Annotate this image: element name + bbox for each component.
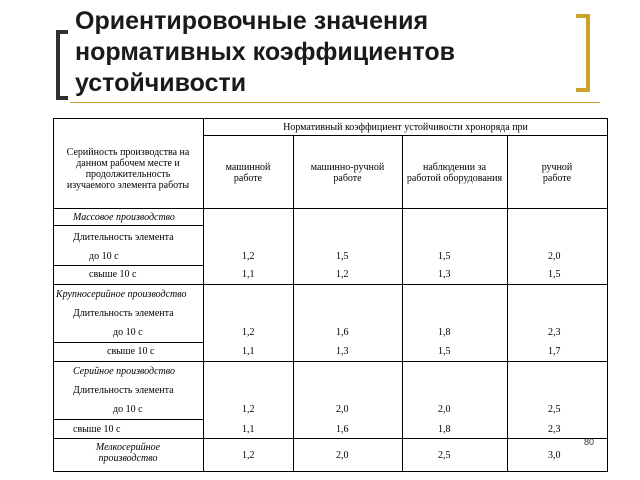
group-header-line bbox=[203, 135, 608, 136]
value-cell: 1,1 bbox=[242, 346, 255, 357]
value-cell: 1,2 bbox=[242, 327, 255, 338]
value-cell: 1,7 bbox=[548, 346, 561, 357]
value-cell: 1,5 bbox=[438, 346, 451, 357]
value-cell: 1,1 bbox=[242, 269, 255, 280]
slide-title bbox=[75, 6, 575, 99]
value-cell: 2,0 bbox=[336, 450, 349, 461]
col-header-line: работе bbox=[233, 173, 263, 184]
coefficients-table bbox=[53, 118, 608, 472]
row-label: до 10 с bbox=[113, 404, 143, 415]
title-line-1: Ориентировочные значения bbox=[75, 7, 429, 35]
table-border-bottom bbox=[53, 471, 608, 472]
section-1-row-line bbox=[53, 265, 203, 266]
row-label: до 10 с bbox=[113, 327, 143, 338]
col-header-line: ручной bbox=[541, 162, 573, 173]
col-header-line: работе bbox=[542, 173, 572, 184]
col-divider-3 bbox=[402, 135, 403, 472]
value-cell: 1,2 bbox=[242, 404, 255, 415]
title-bracket-right bbox=[576, 14, 590, 92]
value-cell: 1,8 bbox=[438, 424, 451, 435]
row-header-line: Серийность производства на bbox=[66, 147, 190, 158]
row-header bbox=[55, 147, 201, 191]
row-header-line: изучаемого элемента работы bbox=[66, 180, 190, 191]
page-number: 80 bbox=[584, 437, 595, 447]
row-label: свыше 10 с bbox=[73, 424, 121, 435]
col-header-manual bbox=[507, 162, 607, 184]
section-title-small-batch bbox=[55, 442, 201, 464]
value-cell: 1,5 bbox=[438, 251, 451, 262]
section-subtitle: Длительность элемента bbox=[73, 232, 174, 243]
col-divider-2 bbox=[293, 135, 294, 472]
value-cell: 1,2 bbox=[336, 269, 349, 280]
value-cell: 1,2 bbox=[242, 251, 255, 262]
value-cell: 2,5 bbox=[438, 450, 451, 461]
title-underline bbox=[70, 102, 600, 103]
row-label: свыше 10 с bbox=[89, 269, 137, 280]
col-header-machine bbox=[203, 162, 293, 184]
section-title-mass: Массовое производство bbox=[73, 212, 175, 223]
title-bracket-left bbox=[56, 30, 68, 100]
value-cell: 2,5 bbox=[548, 404, 561, 415]
section-title-line: производство bbox=[98, 453, 158, 464]
value-cell: 2,0 bbox=[548, 251, 561, 262]
title-line-3: устойчивости bbox=[75, 69, 247, 97]
col-header-line: работе bbox=[333, 173, 362, 184]
value-cell: 1,5 bbox=[548, 269, 561, 280]
col-header-machine-manual bbox=[293, 162, 402, 184]
col-header-observation bbox=[402, 162, 507, 184]
section-title-line: Мелкосерийное bbox=[95, 442, 161, 453]
col-header-line: машинно-ручной bbox=[310, 162, 385, 173]
group-header: Нормативный коэффициент устойчивости хронорядa при bbox=[283, 122, 528, 133]
value-cell: 3,0 bbox=[548, 450, 561, 461]
value-cell: 1,1 bbox=[242, 424, 255, 435]
title-line-2: нормативных коэффициентов bbox=[75, 38, 456, 66]
section-title-large-batch: Крупносерийное производство bbox=[56, 289, 187, 300]
value-cell: 2,3 bbox=[548, 424, 561, 435]
value-cell: 1,3 bbox=[438, 269, 451, 280]
row-label: до 10 с bbox=[89, 251, 119, 262]
table-border-top bbox=[53, 118, 608, 119]
section-4-top-line bbox=[53, 438, 608, 439]
value-cell: 2,3 bbox=[548, 327, 561, 338]
value-cell: 1,5 bbox=[336, 251, 349, 262]
value-cell: 2,0 bbox=[438, 404, 451, 415]
section-3-top-line bbox=[53, 361, 608, 362]
section-subtitle: Длительность элемента bbox=[73, 308, 174, 319]
col-header-line: работой оборудования bbox=[406, 173, 503, 184]
row-label: свыше 10 с bbox=[107, 346, 155, 357]
value-cell: 1,2 bbox=[242, 450, 255, 461]
row-header-line: продолжительность bbox=[85, 169, 171, 180]
col-header-line: машинной bbox=[225, 162, 271, 173]
table-border-right bbox=[607, 118, 608, 472]
value-cell: 1,3 bbox=[336, 346, 349, 357]
col-header-line: наблюдении за bbox=[422, 162, 487, 173]
value-cell: 1,8 bbox=[438, 327, 451, 338]
section-subtitle: Длительность элемента bbox=[73, 385, 174, 396]
value-cell: 2,0 bbox=[336, 404, 349, 415]
value-cell: 1,6 bbox=[336, 327, 349, 338]
section-1-title-line bbox=[53, 225, 203, 226]
header-bottom-line bbox=[53, 208, 608, 209]
section-title-serial: Серийное производство bbox=[73, 366, 175, 377]
section-3-row-line bbox=[53, 419, 203, 420]
section-2-row-line bbox=[53, 342, 203, 343]
section-2-top-line bbox=[53, 284, 608, 285]
value-cell: 1,6 bbox=[336, 424, 349, 435]
row-header-line: данном рабочем месте и bbox=[76, 158, 180, 169]
col-divider-4 bbox=[507, 135, 508, 472]
